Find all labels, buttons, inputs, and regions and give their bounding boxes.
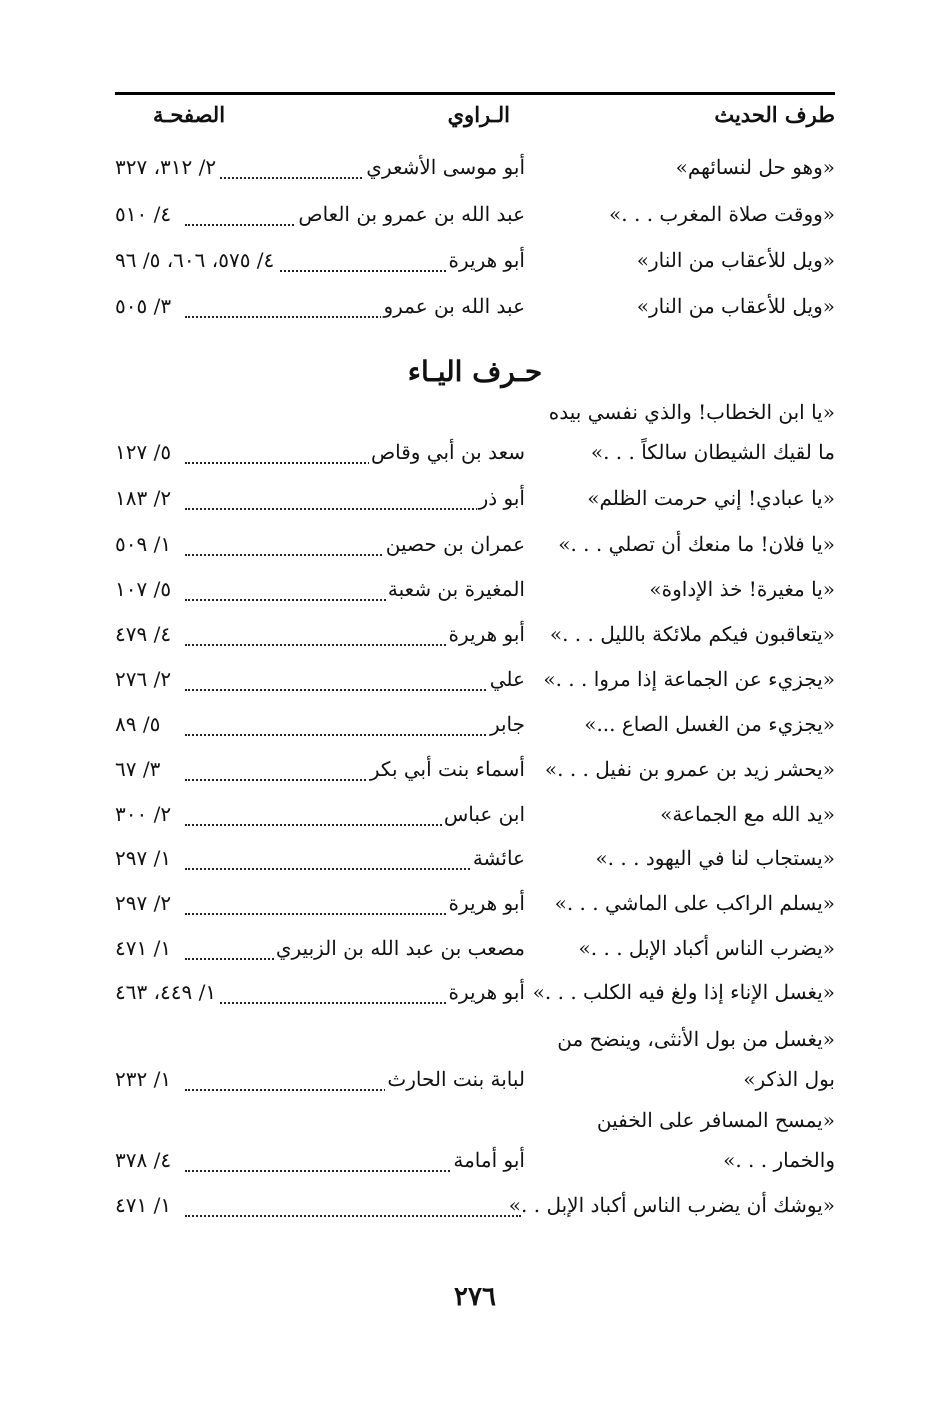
hadith-text: «وهو حل لنسائهم» — [675, 155, 835, 179]
hadith-text: «يوشك أن يضرب الناس أكباد الإبل . .» — [508, 1193, 835, 1217]
hadith-text: ما لقيك الشيطان سالكاً . . .» — [590, 440, 835, 464]
narrator-name: أبو ذر — [478, 486, 525, 510]
reference — [115, 667, 525, 701]
index-entry — [115, 155, 835, 195]
reference — [115, 440, 525, 474]
narrator-column-header: الـراوي — [447, 102, 510, 127]
volume-page-ref: ١/ ٢٣٢ — [115, 1067, 175, 1091]
volume-page-ref: ٣/ ٥٠٥ — [115, 294, 175, 318]
narrator-name: مصعب بن عبد الله بن الزبيري — [275, 936, 525, 960]
index-entry — [115, 980, 835, 1020]
hadith-text: «يضرب الناس أكباد الإبل . . .» — [578, 936, 835, 960]
hadith-text: «ويل للأعقاب من النار» — [636, 294, 835, 318]
volume-page-ref: ٢/ ٢٧٦ — [115, 667, 175, 691]
hadith-text: والخمار . . .» — [723, 1148, 835, 1172]
hadith-column-header: طرف الحديث — [714, 102, 835, 127]
volume-page-ref: ١/ ٢٩٧ — [115, 846, 175, 870]
volume-page-ref: ٤/ ٥١٠ — [115, 202, 175, 226]
page-column-header: الصفحـة — [153, 102, 226, 127]
narrator-name: أبو هريرة — [448, 248, 525, 272]
hadith-text: «ويل للأعقاب من النار» — [636, 248, 835, 272]
reference — [115, 1148, 525, 1182]
reference — [115, 202, 525, 236]
hadith-text: «يجزيء عن الجماعة إذا مروا . . .» — [543, 667, 835, 691]
hadith-text-line1: «يغسل من بول الأنثى، وينضح من — [557, 1027, 835, 1051]
index-entry — [115, 846, 835, 886]
volume-page-ref: ٣/ ٦٧ — [115, 757, 164, 781]
hadith-text: «يا مغيرة! خذ الإداوة» — [649, 577, 835, 601]
volume-page-ref: ١/ ٤٤٩، ٤٦٣ — [115, 980, 220, 1004]
volume-page-ref: ٥/ ١٠٧ — [115, 577, 175, 601]
hadith-text: «يا فلان! ما منعك أن تصلي . . .» — [558, 532, 835, 556]
hadith-text: بول الذكر» — [743, 1067, 835, 1091]
narrator-name: عائشة — [472, 846, 525, 870]
reference — [115, 248, 525, 282]
volume-page-ref: ٤/ ٤٧٩ — [115, 622, 175, 646]
hadith-text: «يا عبادي! إني حرمت الظلم» — [587, 486, 835, 510]
reference — [115, 802, 525, 836]
index-entry — [115, 202, 835, 242]
narrator-name: ابن عباس — [443, 802, 525, 826]
reference — [115, 846, 525, 880]
reference — [115, 757, 525, 791]
index-entry — [115, 577, 835, 617]
reference — [115, 936, 525, 970]
top-rule — [115, 92, 835, 95]
hadith-text: «يسلم الراكب على الماشي . . .» — [554, 891, 835, 915]
index-entry — [115, 294, 835, 334]
index-entry — [115, 1108, 835, 1188]
index-entry — [115, 1027, 835, 1107]
reference — [115, 294, 525, 328]
hadith-text-line1: «يمسح المسافر على الخفين — [596, 1108, 835, 1132]
hadith-text: «يحشر زيد بن عمرو بن نفيل . . .» — [544, 757, 835, 781]
index-entry — [115, 622, 835, 662]
reference — [115, 532, 525, 566]
hadith-text: «يستجاب لنا في اليهود . . .» — [595, 846, 835, 870]
index-entry — [115, 486, 835, 526]
page-number: ٢٧٦ — [454, 1282, 496, 1312]
index-entry — [115, 802, 835, 842]
volume-page-ref: ٢/ ٣٠٠ — [115, 802, 175, 826]
volume-page-ref: ٤/ ٣٧٨ — [115, 1148, 175, 1172]
volume-page-ref: ١/ ٤٧١ — [115, 936, 175, 960]
volume-page-ref: ٢/ ١٨٣ — [115, 486, 175, 510]
hadith-text: «يجزيء من الغسل الصاع ...» — [584, 712, 835, 736]
index-entry — [115, 891, 835, 931]
reference — [115, 155, 525, 189]
dot-leader — [185, 1215, 521, 1217]
hadith-text: «يغسل الإناء إذا ولغ فيه الكلب . . .» — [532, 980, 835, 1004]
table-header — [115, 102, 835, 136]
narrator-name: أبو أمامة — [453, 1148, 525, 1172]
dot-leader — [185, 689, 521, 691]
reference — [115, 622, 525, 656]
narrator-name: جابر — [489, 712, 525, 736]
index-entry — [115, 532, 835, 572]
index-entry — [115, 1193, 835, 1233]
hadith-text: «يتعاقبون فيكم ملائكة بالليل . . .» — [549, 622, 835, 646]
narrator-name: لبابة بنت الحارث — [387, 1067, 525, 1091]
narrator-name: أبو هريرة — [448, 891, 525, 915]
index-entry — [115, 936, 835, 976]
reference — [115, 486, 525, 520]
narrator-name: سعد بن أبي وقاص — [370, 440, 525, 464]
hadith-text-line1: «يا ابن الخطاب! والذي نفسي بيده — [548, 400, 835, 424]
hadith-text: «ووقت صلاة المغرب . . .» — [609, 202, 835, 226]
volume-page-ref: ١/ ٥٠٩ — [115, 532, 175, 556]
index-entry — [115, 712, 835, 752]
volume-page-ref: ٥/ ٨٩ — [115, 712, 164, 736]
volume-page-ref: ٤/ ٥٧٥، ٦٠٦، ٥/ ٩٦ — [115, 248, 278, 272]
volume-page-ref: ١/ ٤٧١ — [115, 1193, 175, 1217]
narrator-name: أبو هريرة — [448, 622, 525, 646]
narrator-name: عبد الله بن عمرو — [383, 294, 525, 318]
reference — [115, 712, 525, 746]
section-title: حـرف اليـاء — [407, 355, 543, 388]
narrator-name: أبو موسى الأشعري — [366, 155, 525, 179]
volume-page-ref: ٢/ ٣١٢، ٣٢٧ — [115, 155, 220, 179]
volume-page-ref: ٢/ ٢٩٧ — [115, 891, 175, 915]
narrator-name: المغيرة بن شعبة — [387, 577, 525, 601]
index-entry — [115, 400, 835, 480]
reference — [115, 577, 525, 611]
reference — [115, 1193, 525, 1227]
hadith-text: «يد الله مع الجماعة» — [660, 802, 835, 826]
narrator-name: أبو هريرة — [448, 980, 525, 1004]
index-entry — [115, 667, 835, 707]
narrator-name: عمران بن حصين — [385, 532, 525, 556]
narrator-name: أسماء بنت أبي بكر — [369, 757, 525, 781]
dot-leader — [185, 508, 521, 510]
index-entry — [115, 248, 835, 288]
volume-page-ref: ٥/ ١٢٧ — [115, 440, 175, 464]
reference — [115, 891, 525, 925]
index-entry — [115, 757, 835, 797]
narrator-name: عبد الله بن عمرو بن العاص — [298, 202, 525, 226]
dot-leader — [185, 734, 521, 736]
narrator-name: علي — [489, 667, 525, 691]
reference — [115, 1067, 525, 1101]
reference — [115, 980, 525, 1014]
